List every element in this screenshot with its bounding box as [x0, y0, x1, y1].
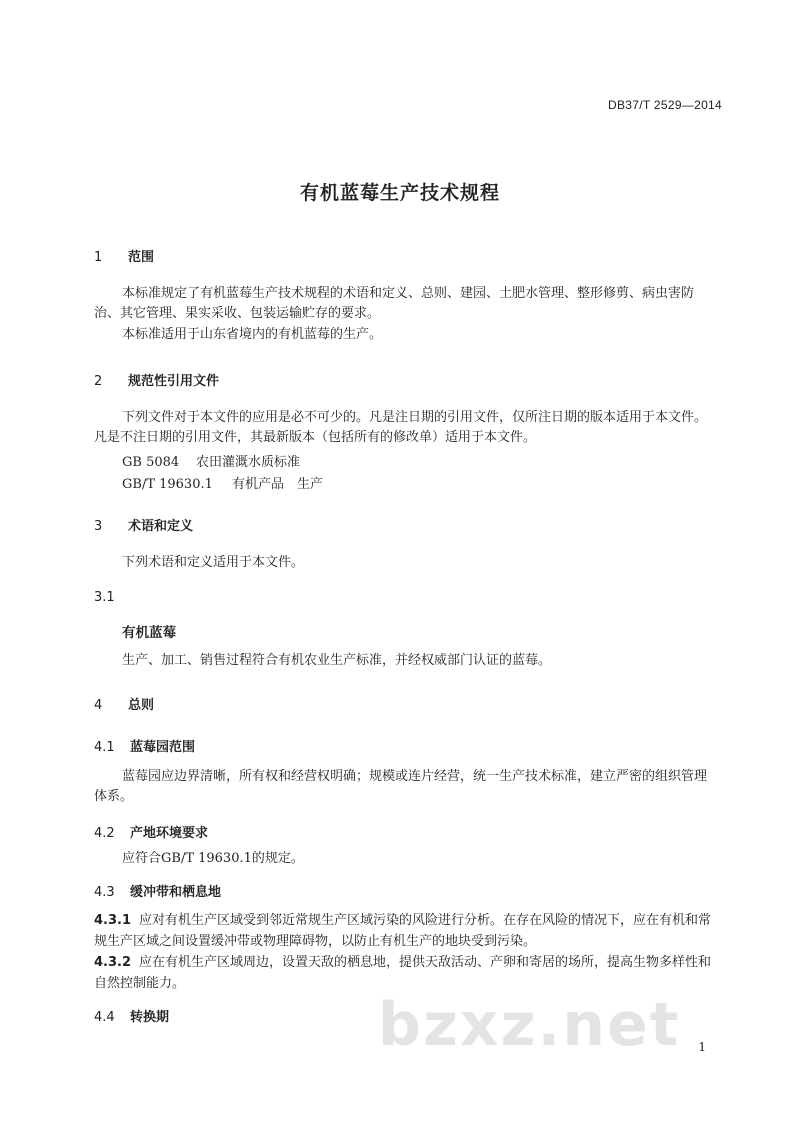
- section-title: 范围: [128, 250, 155, 265]
- reference-item: [122, 451, 300, 470]
- term-name: 有机蓝莓: [122, 625, 176, 641]
- section-number: 4.4: [94, 1010, 115, 1025]
- section-1-paragraph-1: 本标准规定了有机蓝莓生产技术规程的术语和定义、总则、建园、土肥水管理、整形修剪、病虫害防治、其它管理、果实采收、包装运输贮存的要求。: [94, 286, 695, 321]
- section-title: 总则: [128, 698, 155, 713]
- section-title: 产地环境要求: [130, 826, 209, 841]
- clause-4-3-2: [94, 952, 716, 994]
- section-number: 4.2: [94, 826, 115, 841]
- reference-code: GB 5084: [122, 455, 180, 470]
- section-1-paragraph-2: 本标准适用于山东省境内的有机蓝莓的生产。: [122, 327, 383, 342]
- watermark: bzxz.net: [378, 990, 681, 1060]
- section-4-1-paragraph: 蓝莓园应边界清晰，所有权和经营权明确；规模或连片经营，统一生产技术标准，建立严密的组织管理体系。: [94, 769, 708, 804]
- subsection-number: 3.1: [94, 590, 115, 605]
- section-1-heading: [94, 246, 154, 265]
- reference-item: [122, 473, 323, 492]
- section-4-4-heading: [94, 1006, 169, 1025]
- section-number: 4.3: [94, 885, 115, 900]
- reference-name: 农田灌溉水质标准: [196, 455, 301, 470]
- section-number: 1: [94, 250, 103, 265]
- section-title: 蓝莓园范围: [130, 740, 196, 755]
- section-number: 4.1: [94, 740, 115, 755]
- reference-name: 有机产品 生产: [232, 477, 324, 492]
- section-4-3-heading: [94, 881, 221, 900]
- section-number: 4: [94, 698, 103, 713]
- document-title: 有机蓝莓生产技术规程: [299, 182, 500, 204]
- clause-4-3-1: [94, 910, 716, 952]
- section-4-heading: [94, 694, 154, 713]
- clause-number: 4.3.2: [94, 955, 132, 970]
- section-2-paragraph-1: 下列文件对于本文件的应用是必不可少的。凡是注日期的引用文件，仅所注日期的版本适用于本文件。凡是不注日期的引用文件，其最新版本（包括所有的修改单）适用于本文件。: [94, 410, 708, 445]
- section-4-2-paragraph: 应符合GB/T 19630.1的规定。: [122, 851, 304, 866]
- section-4-1-heading: [94, 736, 195, 755]
- section-2-heading: [94, 370, 219, 389]
- clause-number: 4.3.1: [94, 913, 132, 928]
- term-definition: 生产、加工、销售过程符合有机农业生产标准，并经权威部门认证的蓝莓。: [122, 653, 552, 668]
- clause-text: 应对有机生产区域受到邻近常规生产区域污染的风险进行分析。在存在风险的情况下，应在有机和常规生产区域之间设置缓冲带或物理障碍物，以防止有机生产的地块受到污染。: [94, 913, 712, 949]
- standard-code: DB37/T 2529—2014: [608, 98, 722, 112]
- clause-text: 应在有机生产区域周边，设置天敌的栖息地，提供天敌活动、产卵和寄居的场所，提高生物多样性和自然控制能力。: [94, 955, 712, 991]
- section-3-paragraph-1: 下列术语和定义适用于本文件。: [122, 555, 305, 570]
- section-number: 2: [94, 374, 103, 389]
- reference-code: GB/T 19630.1: [122, 477, 213, 492]
- section-4-2-heading: [94, 822, 208, 841]
- section-number: 3: [94, 519, 103, 534]
- section-title: 规范性引用文件: [128, 374, 220, 389]
- section-title: 术语和定义: [128, 519, 194, 534]
- section-title: 转换期: [130, 1010, 170, 1025]
- page-number: 1: [698, 1040, 706, 1054]
- section-3-heading: [94, 515, 193, 534]
- section-title: 缓冲带和栖息地: [130, 885, 222, 900]
